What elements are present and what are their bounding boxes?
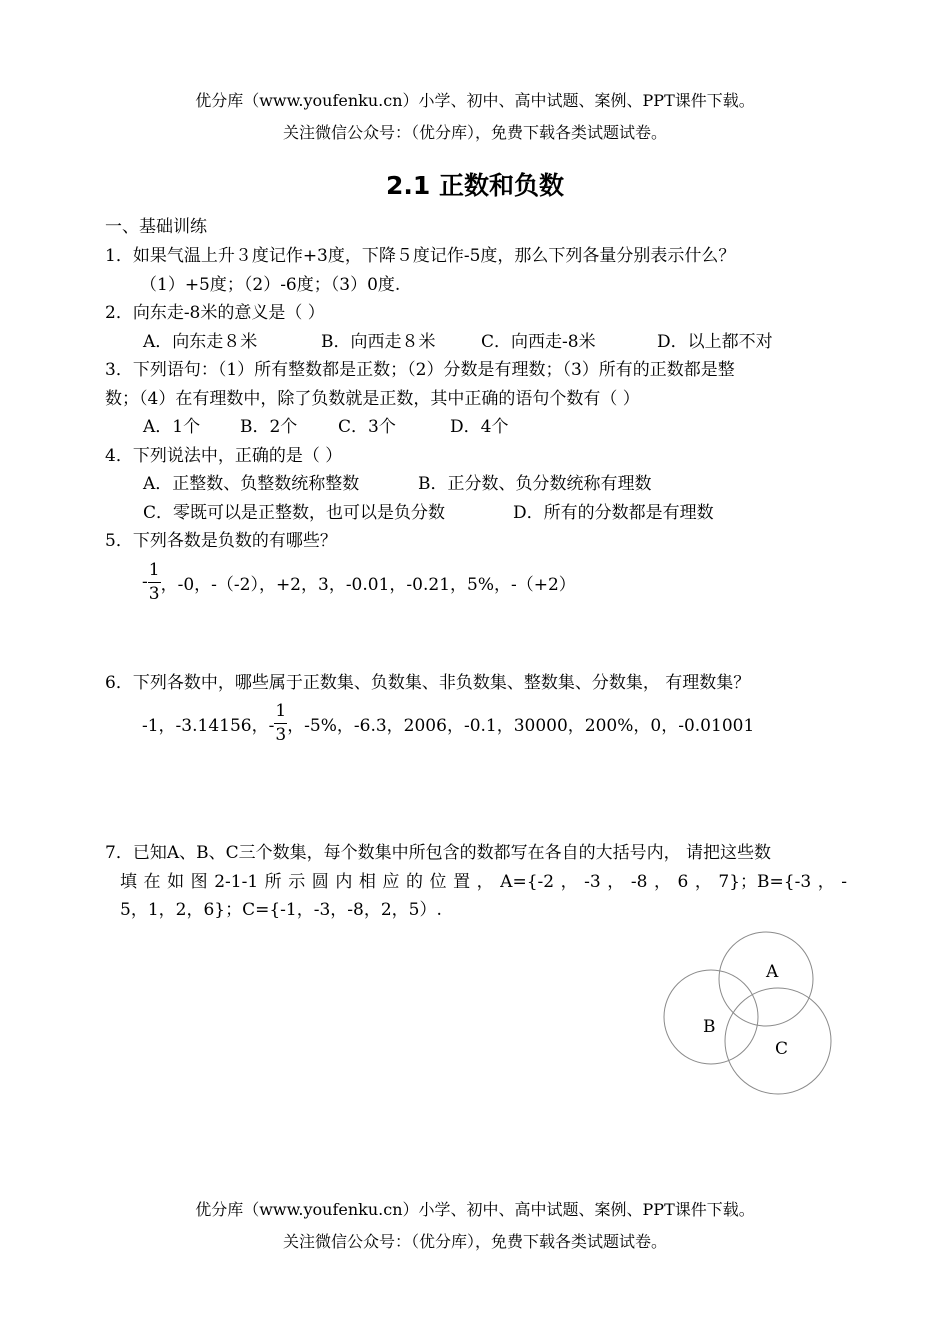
venn-label-b: B [703,1017,716,1037]
q7-line-3: 5，1，2，6}；C={-1，-3，-8，2，5）. [120,900,442,920]
footer-line-1: 优分库（www.youfenku.cn）小学、初中、高中试题、案例、PPT课件下载。 [195,1200,755,1219]
q6-number-before: -1，-3.14156，- [142,715,275,736]
page-title: 2.1 正数和负数 [386,171,564,200]
q5-fraction-numerator: 1 [148,562,161,583]
footer-line-2: 关注微信公众号：（优分库），免费下载各类试题试卷。 [282,1232,667,1251]
venn-label-a: A [766,962,779,982]
q4-stem: 4．下列说法中，正确的是（ ） [105,446,343,466]
q6-number-after: ，-5%，-6.3，2006，-0.1，30000，200%，0，-0.01001 [287,715,755,736]
q7-line-2: 填在如图2-1-1所示圆内相应的位置，A={-2，-3，-8，6，7}；B={-3，- [120,872,847,892]
q3-option-c: C．3个 [338,417,396,437]
q3-stem-line-1: 3．下列语句：（1）所有整数都是正数；（2）分数是有理数；（3）所有的正数都是整 [105,360,735,380]
q1-stem: 1．如果气温上升３度记作+3度，下降５度记作-5度，那么下列各量分别表示什么？ [105,246,736,266]
q4-option-a: A．正整数、负整数统称整数 [143,474,360,494]
q6-fraction-denominator: 3 [275,724,287,745]
q3-option-a: A．1个 [143,417,201,437]
q5-stem: 5．下列各数是负数的有哪些？ [105,531,337,551]
q5-number-rest: ，-0，-（-2），+2，3，-0.01，-0.21，5%，-（+2） [160,574,576,595]
q3-stem-line-2: 数；（4）在有理数中，除了负数就是正数，其中正确的语句个数有（ ） [105,389,640,409]
q2-option-d: D．以上都不对 [657,332,773,352]
q4-option-d: D．所有的分数都是有理数 [513,503,714,523]
q5-number-list [142,556,576,608]
q2-stem: 2．向东走-8米的意义是（ ） [105,303,325,323]
q6-number-list [142,697,754,749]
q2-option-c: C．向西走-8米 [481,332,596,352]
q3-option-d: D．4个 [450,417,509,437]
q7-line-1: 7．已知A、B、C三个数集，每个数集中所包含的数都写在各自的大括号内， 请把这些数 [105,843,771,863]
q2-option-b: B．向西走８米 [321,332,436,352]
q6-fraction-numerator: 1 [274,703,287,724]
q4-option-c: C．零既可以是正整数，也可以是负分数 [143,503,446,523]
q5-fraction-denominator: 3 [148,583,160,604]
venn-label-c: C [775,1039,789,1059]
section-heading: 一、基础训练 [105,217,207,237]
q2-option-a: A．向东走８米 [143,332,258,352]
q1-items: （1）+5度；（2）-6度；（3）0度. [140,275,401,295]
venn-diagram [660,925,840,1100]
q5-fraction [148,559,161,604]
header-line-2: 关注微信公众号：（优分库），免费下载各类试题试卷。 [282,123,667,142]
q4-option-b: B．正分数、负分数统称有理数 [418,474,652,494]
q3-option-b: B．2个 [240,417,298,437]
q5-minus-sign: - [142,572,148,592]
q6-fraction [274,700,287,745]
q6-stem: 6．下列各数中，哪些属于正数集、负数集、非负数集、整数集、分数集， 有理数集？ [105,673,751,693]
header-line-1: 优分库（www.youfenku.cn）小学、初中、高中试题、案例、PPT课件下载。 [195,91,755,110]
